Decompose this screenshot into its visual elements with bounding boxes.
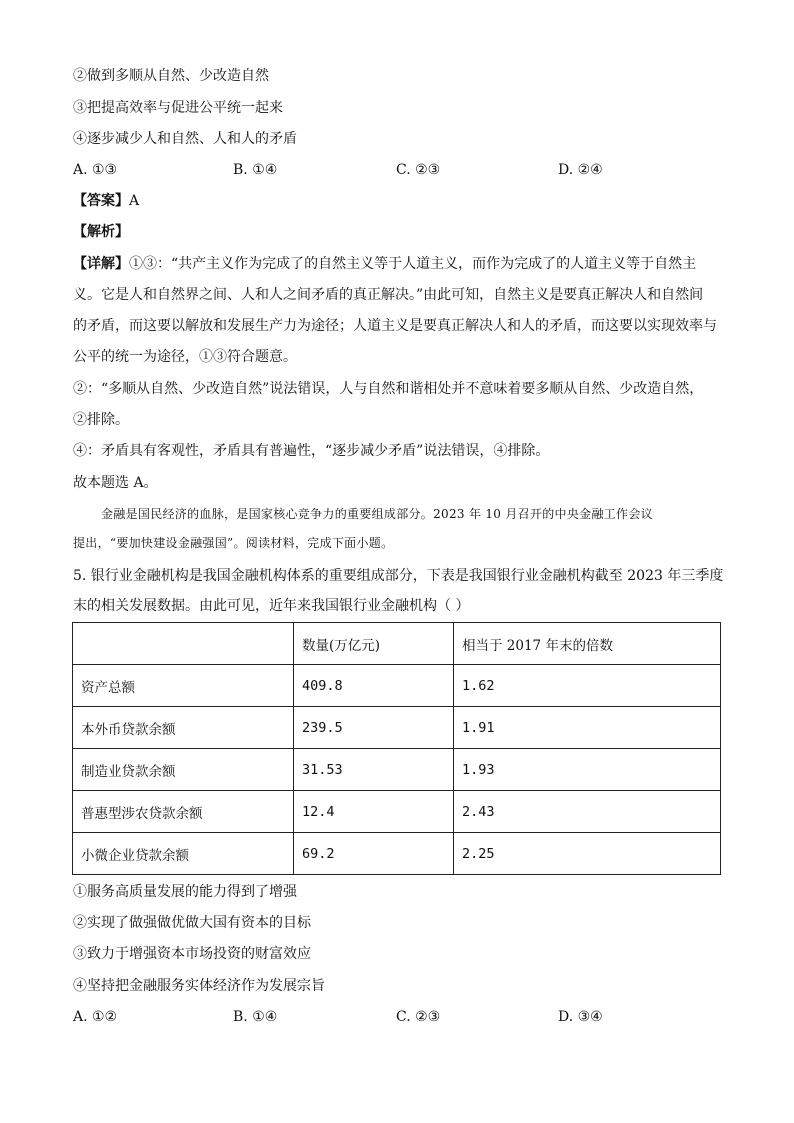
analysis-tag: 【解析】 xyxy=(73,224,129,240)
detail-line: ④：矛盾具有客观性，矛盾具有普遍性，“逐步减少矛盾”说法错误，④排除。 xyxy=(73,443,550,459)
table-cell: 31.53 xyxy=(294,749,454,791)
question-stem: 末的相关发展数据。由此可见，近年来我国银行业金融机构（ ） xyxy=(73,598,470,614)
choice-item: ①服务高质量发展的能力得到了增强 xyxy=(73,884,297,900)
table-cell: 制造业贷款余额 xyxy=(73,749,294,791)
table-header-row xyxy=(73,623,721,665)
table-cell: 1.91 xyxy=(454,707,721,749)
detail-line xyxy=(73,254,696,274)
table-cell: 69.2 xyxy=(294,833,454,875)
table-cell: 239.5 xyxy=(294,707,454,749)
option-b: B. ①④ xyxy=(233,1009,278,1025)
table-row xyxy=(73,749,721,791)
conclusion-line: 故本题选 A。 xyxy=(73,475,158,491)
option-a: A. ①② xyxy=(73,1009,118,1025)
choice-item: ③致力于增强资本市场投资的财富效应 xyxy=(73,946,311,962)
table-cell: 2.25 xyxy=(454,833,721,875)
table-cell: 普惠型涉农贷款余额 xyxy=(73,791,294,833)
data-table xyxy=(72,622,721,875)
table-cell: 1.93 xyxy=(454,749,721,791)
table-cell: 资产总额 xyxy=(73,665,294,707)
choice-item: ②做到多顺从自然、少改造自然 xyxy=(73,68,269,84)
options-row xyxy=(73,160,733,180)
choice-item: ②实现了做强做优做大国有资本的目标 xyxy=(73,915,311,931)
table-row xyxy=(73,707,721,749)
table-header-cell xyxy=(73,623,294,665)
answer-value: A xyxy=(129,193,140,209)
detail-line: 的矛盾，而这要以解放和发展生产力为途径；人道主义是要真正解决人和人的矛盾，而这要以实现效率与 xyxy=(73,318,717,334)
table-row xyxy=(73,665,721,707)
option-a: A. ①③ xyxy=(73,162,118,178)
detail-tag: 【详解】 xyxy=(73,256,129,272)
detail-line: 义。它是人和自然界之间、人和人之间矛盾的真正解决。”由此可知，自然主义是要真正解决人和自然间 xyxy=(73,287,704,303)
option-c: C. ②③ xyxy=(396,162,441,178)
choice-item: ③把提高效率与促进公平统一起来 xyxy=(73,100,283,116)
table-cell: 2.43 xyxy=(454,791,721,833)
table-cell: 1.62 xyxy=(454,665,721,707)
detail-text: ①③：“共产主义作为完成了的自然主义等于人道主义，而作为完成了的人道主义等于自然主 xyxy=(129,256,697,272)
detail-line: ②：“多顺从自然、少改造自然”说法错误，人与自然和谐相处并不意味着要多顺从自然、少改造自然， xyxy=(73,381,704,397)
option-c: C. ②③ xyxy=(396,1009,441,1025)
detail-line: 公平的统一为途径，①③符合题意。 xyxy=(73,349,297,365)
table-cell: 409.8 xyxy=(294,665,454,707)
table-header-cell: 数量(万亿元) xyxy=(294,623,454,665)
answer-tag: 【答案】 xyxy=(73,193,129,209)
material-intro: 提出，“要加快建设金融强国”。阅读材料，完成下面小题。 xyxy=(73,536,394,550)
option-d: D. ②④ xyxy=(558,162,603,178)
option-b: B. ①④ xyxy=(233,162,278,178)
table-cell: 本外币贷款余额 xyxy=(73,707,294,749)
question-stem: 5. 银行业金融机构是我国金融机构体系的重要组成部分，下表是我国银行业金融机构截至 2023 年三季度 xyxy=(73,568,724,584)
table-header-cell: 相当于 2017 年末的倍数 xyxy=(454,623,721,665)
choice-item: ④逐步减少人和自然、人和人的矛盾 xyxy=(73,131,297,147)
table-cell: 12.4 xyxy=(294,791,454,833)
options-row xyxy=(73,1007,733,1027)
option-d: D. ③④ xyxy=(558,1009,603,1025)
table-row xyxy=(73,791,721,833)
table-row xyxy=(73,833,721,875)
table-cell: 小微企业贷款余额 xyxy=(73,833,294,875)
choice-item: ④坚持把金融服务实体经济作为发展宗旨 xyxy=(73,978,325,994)
answer-line xyxy=(73,191,139,211)
detail-line: ②排除。 xyxy=(73,412,129,428)
material-intro: 金融是国民经济的血脉，是国家核心竞争力的重要组成部分。2023 年 10 月召开的中央金融工作会议 xyxy=(101,507,653,521)
